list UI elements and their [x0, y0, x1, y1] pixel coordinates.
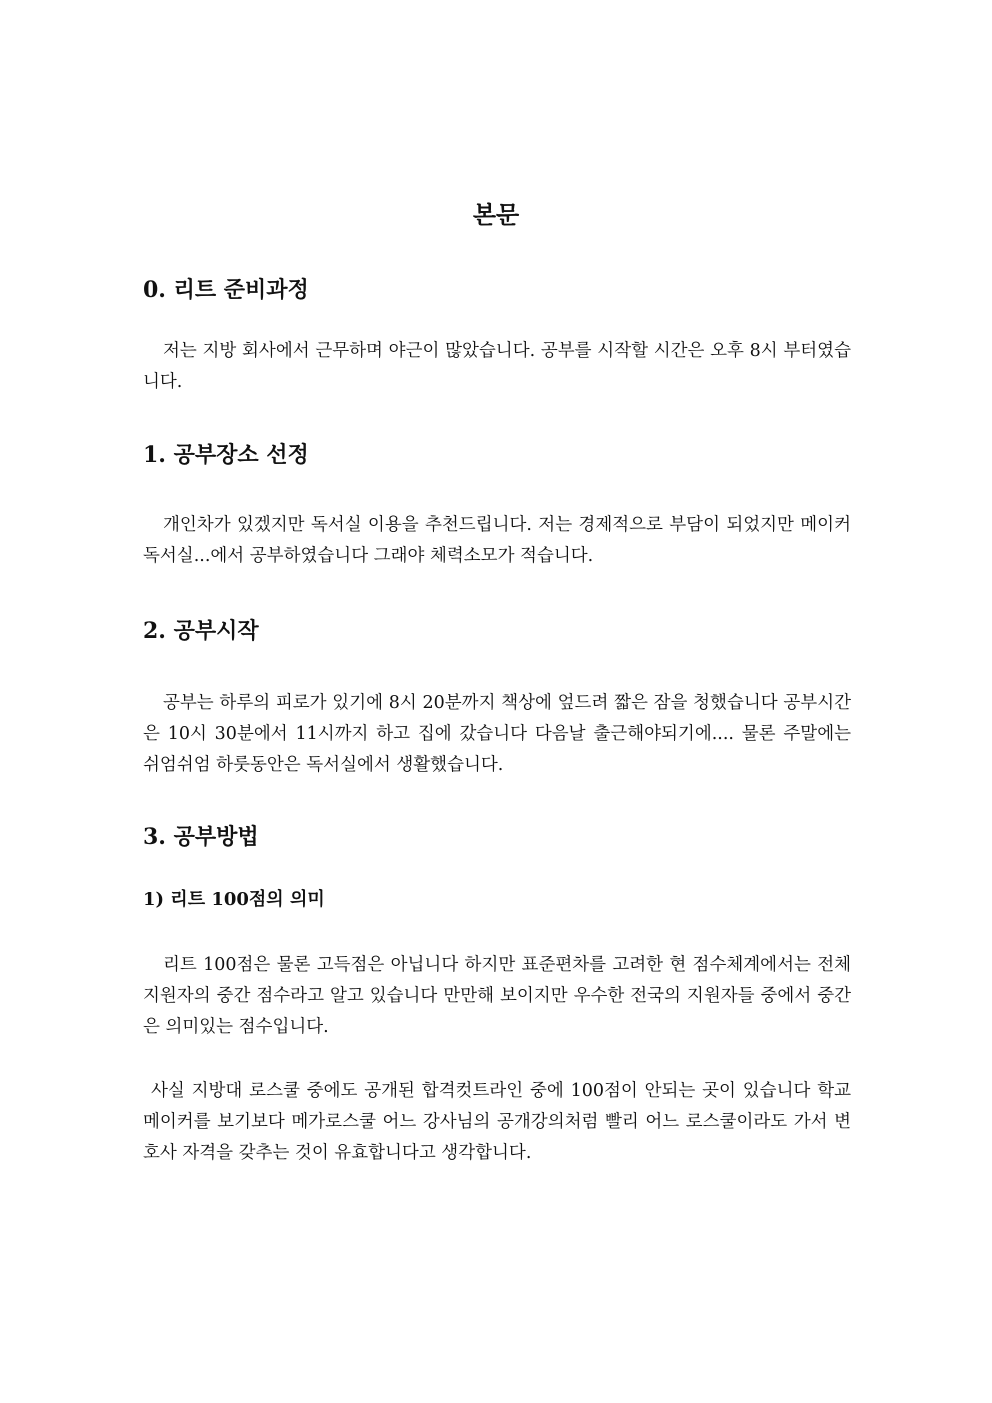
section-1-paragraph: 개인차가 있겠지만 독서실 이용을 추천드립니다. 저는 경제적으로 부담이 되었지만 메이커 독서실...에서 공부하였습니다 그래야 체력소모가 적습니다. — [143, 515, 851, 566]
page-title: 본문 — [472, 200, 520, 229]
section-heading-0: 0. 리트 준비과정 — [143, 277, 309, 303]
section-heading-2: 2. 공부시작 — [143, 618, 259, 644]
section-3-paragraph-2: 사실 지방대 로스쿨 중에도 공개된 합격컷트라인 중에 100점이 안되는 곳이 있습니다 학교 메이커를 보기보다 메가로스쿨 어느 강사님의 공개강의처럼 빨리 어느 로스쿨이라도 가서 변호사 자격을 갖추는 것이 유효합니다고 생각합니다. — [143, 1081, 851, 1163]
section-heading-1: 1. 공부장소 선정 — [143, 442, 309, 468]
subsection-heading: 1) 리트 100점의 의미 — [143, 889, 325, 910]
section-3-paragraph-1: 리트 100점은 물론 고득점은 아닙니다 하지만 표준편차를 고려한 현 점수체계에서는 전체 지원자의 중간 점수라고 알고 있습니다 만만해 보이지만 우수한 전국의 지원자들 중에서 중간은 의미있는 점수입니다. — [143, 955, 851, 1037]
section-heading-3: 3. 공부방법 — [143, 824, 259, 850]
section-2-paragraph: 공부는 하루의 피로가 있기에 8시 20분까지 책상에 엎드려 짧은 잠을 청했습니다 공부시간은 10시 30분에서 11시까지 하고 집에 갔습니다 다음날 출근해야되기에.... 물론 주말에는 쉬엄쉬엄 하룻동안은 독서실에서 생활했습니다. — [143, 693, 851, 775]
section-0-paragraph: 저는 지방 회사에서 근무하며 야근이 많았습니다. 공부를 시작할 시간은 오후 8시 부터였습니다. — [143, 341, 851, 392]
